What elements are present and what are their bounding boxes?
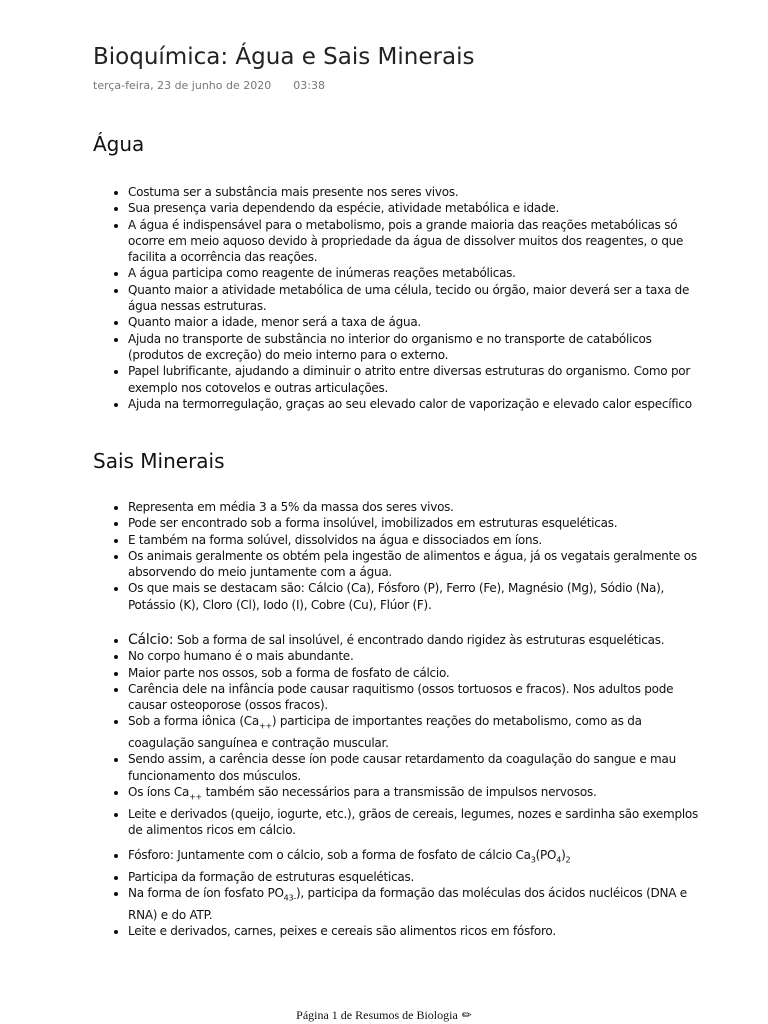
page-footer	[0, 1008, 768, 1023]
list-item: • Carência dele na infância pode causar raquitismo (ossos tortuosos e fracos). Nos adultos pode causar osteoporose (ossos fracos).	[128, 681, 703, 714]
calcio-ion-pre: Sob a forma iônica (Ca	[128, 714, 259, 729]
calcio-ions2-post: também são necessários para a transmissão de impulsos nervosos.	[202, 785, 597, 800]
fosforo-sub: 3	[530, 855, 536, 865]
list-item: • Ajuda no transporte de substância no interior do organismo e no transporte de catabólicos (produtos de excreção) do meio interno para o externo.	[128, 331, 703, 364]
list-item: • A água participa como reagente de inúmeras reações metabólicas.	[128, 265, 703, 281]
list-item: • E também na forma solúvel, dissolvidos na água e dissociados em íons.	[128, 532, 703, 548]
list-item: • Os animais geralmente os obtém pela ingestão de alimentos e água, já os vegatais geralmente os absorvendo do meio juntamente com a água.	[128, 548, 703, 581]
list-item: • Papel lubrificante, ajudando a diminuir o atrito entre diversas estruturas do organismo. Como por exemplo nos cotovelos e outras articulações.	[128, 363, 703, 396]
list-item: • Representa em média 3 a 5% da massa dos seres vivos.	[128, 499, 703, 515]
list-item: • Participa da formação de estruturas esqueléticas.	[128, 869, 703, 885]
list-item	[128, 784, 703, 806]
list-item: • Os que mais se destacam são: Cálcio (Ca), Fósforo (P), Ferro (Fe), Magnésio (Mg), Sódio (Na), Potássio (K), Cloro (Cl), Iodo (I), Cobre (Cu), Flúor (F).	[128, 580, 703, 613]
fosforo-sub: 4	[556, 855, 562, 865]
calcio-ions2-pre: Os íons Ca	[128, 785, 190, 800]
list-item: • Maior parte nos ossos, sob a forma de fosfato de cálcio.	[128, 665, 703, 681]
calcio-ion-charge: ++	[259, 721, 272, 731]
fosforo-ion-charge: 43-	[283, 893, 296, 903]
fosforo-lead-mid: (PO	[535, 848, 557, 862]
fosforo-item2-post: ), participa da formação das moléculas dos ácidos nucléicos (DNA e RNA) e do ATP.	[128, 885, 687, 922]
sais-list	[110, 499, 703, 613]
list-item: • Leite e derivados, carnes, peixes e cereais são alimentos ricos em fósforo.	[128, 923, 703, 939]
page-date: terça-feira, 23 de junho de 2020	[93, 79, 272, 92]
pencil-icon: ✏	[461, 1008, 472, 1022]
calcio-list	[110, 632, 703, 838]
list-item: • Quanto maior a idade, menor será a taxa de água.	[128, 314, 703, 330]
list-item	[128, 713, 703, 751]
fosforo-item2-pre: Na forma de íon fosfato PO	[128, 885, 284, 900]
list-item: • A água é indispensável para o metabolismo, pois a grande maioria das reações metabólicas só ocorre em meio aquoso devido à propriedade da água de dissolver muitos dos reagentes, o que facilita a ocorrência das reações.	[128, 217, 703, 266]
list-item	[128, 847, 703, 869]
calcio-label: Cálcio:	[128, 632, 174, 648]
section-heading-sais: Sais Minerais	[93, 449, 225, 473]
fosforo-lead-pre: Fósforo: Juntamente com o cálcio, sob a forma de fosfato de cálcio Ca	[128, 848, 531, 862]
calcio-ions2-charge: ++	[189, 792, 202, 802]
agua-list	[110, 184, 703, 412]
list-item: • Sua presença varia dependendo da espécie, atividade metabólica e idade.	[128, 200, 703, 216]
list-item: • Sendo assim, a carência desse íon pode causar retardamento da coagulação do sangue e mau funcionamento dos músculos.	[128, 751, 703, 784]
page-time: 03:38	[293, 79, 325, 92]
calcio-ion-post: ) participa de importantes reações do metabolismo, como as da coagulação sanguínea e contração muscular.	[128, 714, 642, 751]
list-item: • No corpo humano é o mais abundante.	[128, 648, 703, 664]
section-heading-agua: Água	[93, 132, 145, 156]
list-item: • Ajuda na termorregulação, graças ao seu elevado calor de vaporização e elevado calor específico	[128, 396, 703, 412]
list-item: • Quanto maior a atividade metabólica de uma célula, tecido ou órgão, maior deverá ser a taxa de água nessas estruturas.	[128, 282, 703, 315]
list-item: • Leite e derivados (queijo, iogurte, etc.), grãos de cereais, legumes, nozes e sardinha são exemplos de alimentos ricos em cálcio.	[128, 806, 703, 839]
list-item	[128, 632, 703, 648]
footer-text: Página 1 de Resumos de Biologia	[296, 1008, 458, 1022]
fosforo-lead-close: )	[561, 848, 566, 862]
calcio-lead-text: Sob a forma de sal insolúvel, é encontrado dando rigidez às estruturas esqueléticas.	[173, 633, 665, 647]
page-title: Bioquímica: Água e Sais Minerais	[93, 44, 475, 70]
list-item: • Pode ser encontrado sob a forma insolúvel, imobilizados em estruturas esqueléticas.	[128, 515, 703, 531]
fosforo-sub: 2	[565, 855, 571, 865]
page-meta	[93, 79, 325, 92]
list-item: • Costuma ser a substância mais presente nos seres vivos.	[128, 184, 703, 200]
list-item	[128, 885, 703, 923]
fosforo-list	[110, 847, 703, 939]
